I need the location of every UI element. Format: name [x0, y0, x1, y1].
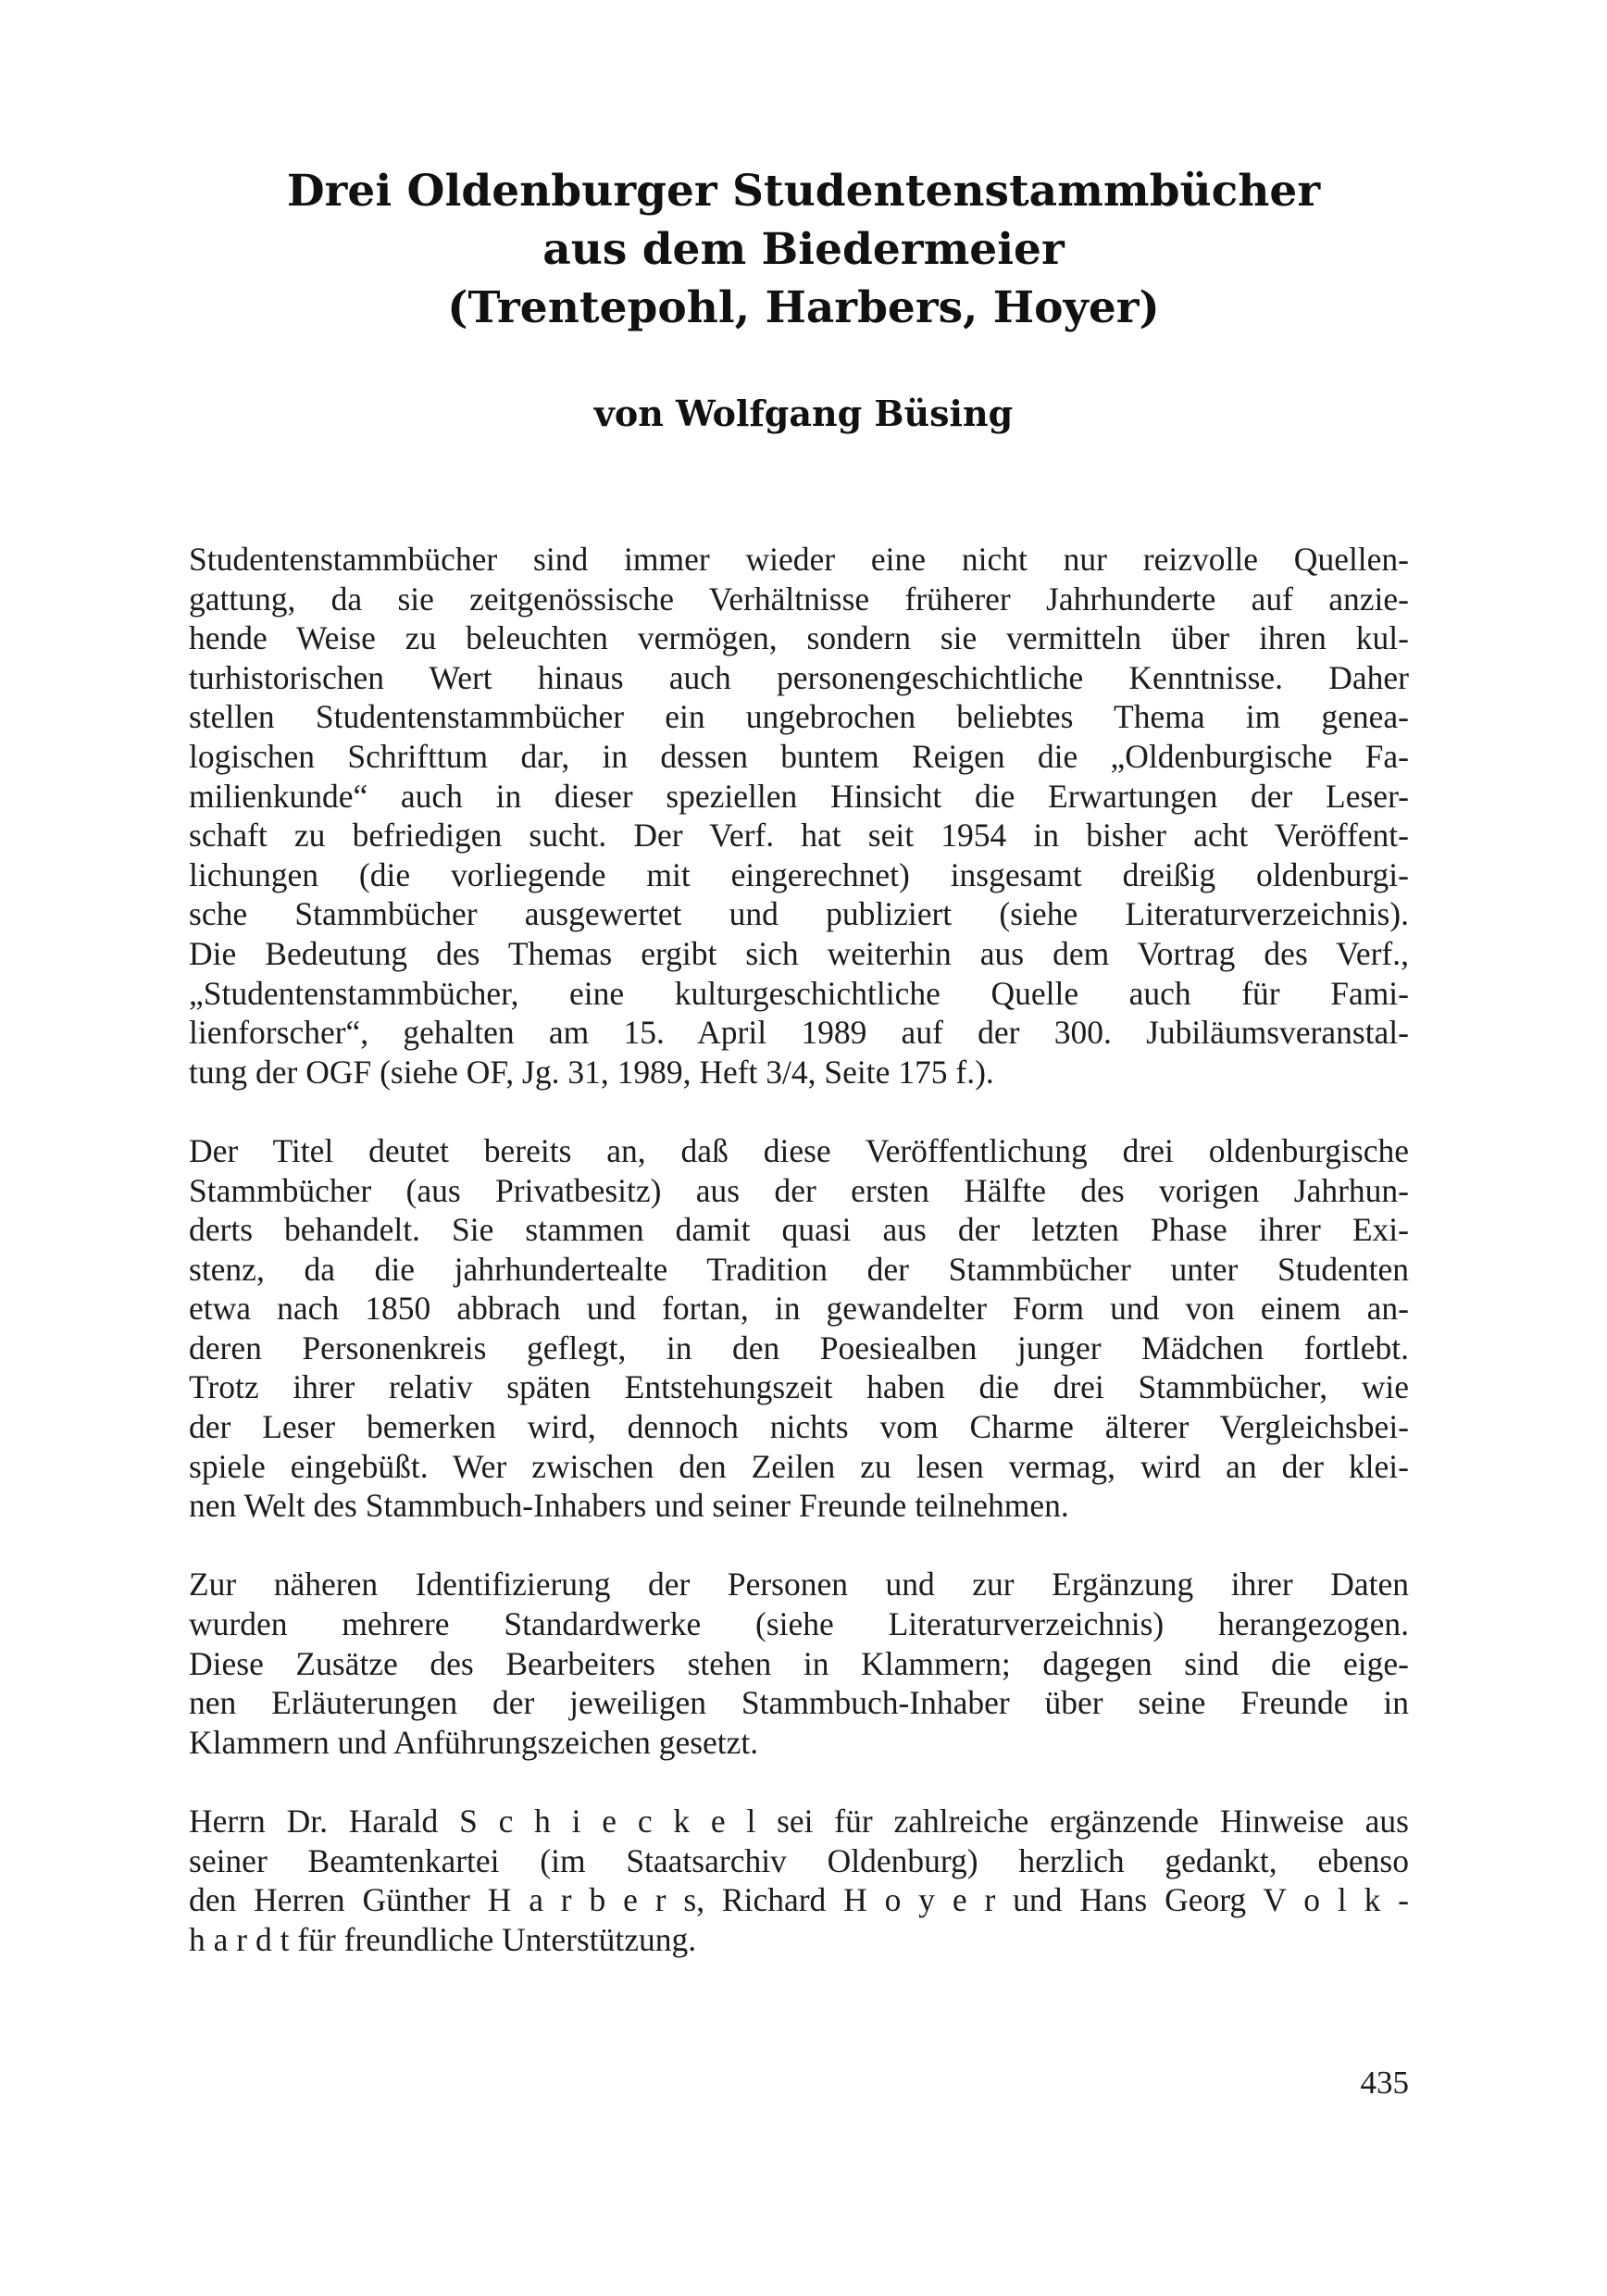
title-line-1: Drei Oldenburger Studentenstammbücher — [286, 166, 1321, 217]
text-line: Stammbücher (aus Privatbesitz) aus der ersten Hälfte des vorigen Jahrhun- — [189, 1171, 1409, 1209]
paragraph — [189, 1565, 1409, 1762]
article-author: von Wolfgang Büsing — [593, 393, 1014, 434]
title-line-3: (Trentepohl, Harbers, Hoyer) — [447, 282, 1160, 333]
paragraph — [189, 1802, 1409, 1959]
text-line: sche Stammbücher ausgewertet und publiziert (siehe Literaturverzeichnis). — [189, 895, 1409, 933]
text-line: seiner Beamtenkartei (im Staatsarchiv Oldenburg) herzlich gedankt, ebenso — [189, 1841, 1409, 1879]
text-line: milienkunde“ auch in dieser speziellen Hinsicht die Erwartungen der Leser- — [189, 777, 1409, 815]
text-line: schaft zu befriedigen sucht. Der Verf. hat seit 1954 in bisher acht Veröffent- — [189, 817, 1409, 855]
text-line: Der Titel deutet bereits an, daß diese Veröffentlichung drei oldenburgische — [189, 1131, 1409, 1169]
text-line: der Leser bemerken wird, dennoch nichts vom Charme älterer Vergleichsbei- — [189, 1408, 1409, 1446]
text-line: lienforscher“, gehalten am 15. April 1989 auf der 300. Jubiläumsveranstal- — [189, 1014, 1409, 1052]
text-line: Die Bedeutung des Themas ergibt sich weiterhin aus dem Vortrag des Verf., — [189, 934, 1409, 972]
text-line: „Studentenstammbücher, eine kulturgeschichtliche Quelle auch für Fami- — [189, 974, 1409, 1012]
text-line: stenz, da die jahrhundertealte Tradition der Stammbücher unter Studenten — [189, 1250, 1409, 1288]
text-line: nen Erläuterungen der jeweiligen Stammbuch-Inhaber über seine Freunde in — [189, 1684, 1409, 1722]
text-line: logischen Schrifttum dar, in dessen buntem Reigen die „Oldenburgische Fa- — [189, 737, 1409, 775]
text-line: Diese Zusätze des Bearbeiters stehen in Klammern; dagegen sind die eige- — [189, 1644, 1409, 1682]
article-title — [185, 162, 1422, 337]
text-line: stellen Studentenstammbücher ein ungebrochen beliebtes Thema im genea- — [189, 698, 1409, 736]
text-line: h a r d t für freundliche Unterstützung. — [189, 1920, 697, 1958]
text-line: deren Personenkreis geflegt, in den Poesiealben junger Mädchen fortlebt. — [189, 1329, 1409, 1366]
text-line: derts behandelt. Sie stammen damit quasi aus der letzten Phase ihrer Exi- — [189, 1211, 1409, 1249]
text-line: hende Weise zu beleuchten vermögen, sondern sie vermitteln über ihren kul- — [189, 619, 1409, 657]
text-line: nen Welt des Stammbuch-Inhabers und seiner Freunde teilnehmen. — [189, 1487, 1069, 1525]
text-line: spiele eingebüßt. Wer zwischen den Zeilen zu lesen vermag, wird an der klei- — [189, 1447, 1409, 1485]
text-line: Trotz ihrer relativ späten Entstehungszeit haben die drei Stammbücher, wie — [189, 1368, 1409, 1406]
text-line: etwa nach 1850 abbrach und fortan, in gewandelter Form und von einem an- — [189, 1290, 1409, 1328]
text-line: turhistorischen Wert hinaus auch personengeschichtliche Kenntnisse. Daher — [189, 658, 1409, 696]
text-line: Studentenstammbücher sind immer wieder eine nicht nur reizvolle Quellen- — [189, 541, 1409, 578]
text-line: lichungen (die vorliegende mit eingerechnet) insgesamt dreißig oldenburgi- — [189, 855, 1409, 893]
text-line: wurden mehrere Standardwerke (siehe Literaturverzeichnis) herangezogen. — [189, 1605, 1409, 1643]
article-body — [189, 540, 1409, 1959]
paragraph — [189, 540, 1409, 1092]
text-line: gattung, da sie zeitgenössische Verhältnisse früherer Jahrhunderte auf anzie- — [189, 580, 1409, 618]
text-line: tung der OGF (siehe OF, Jg. 31, 1989, Heft 3/4, Seite 175 f.). — [189, 1053, 994, 1091]
text-line: Herrn Dr. Harald S c h i e c k e l sei für zahlreiche ergänzende Hinweise aus — [189, 1803, 1409, 1840]
text-line: Zur näheren Identifizierung der Personen und zur Ergänzung ihrer Daten — [189, 1566, 1409, 1603]
page-number: 435 — [1360, 2065, 1409, 2101]
title-line-2: aus dem Biedermeier — [542, 224, 1065, 275]
paragraph — [189, 1131, 1409, 1526]
text-line: Klammern und Anführungszeichen gesetzt. — [189, 1723, 759, 1761]
text-line: den Herren Günther H a r b e r s, Richard H o y e r und Hans Georg V o l k - — [189, 1881, 1409, 1919]
